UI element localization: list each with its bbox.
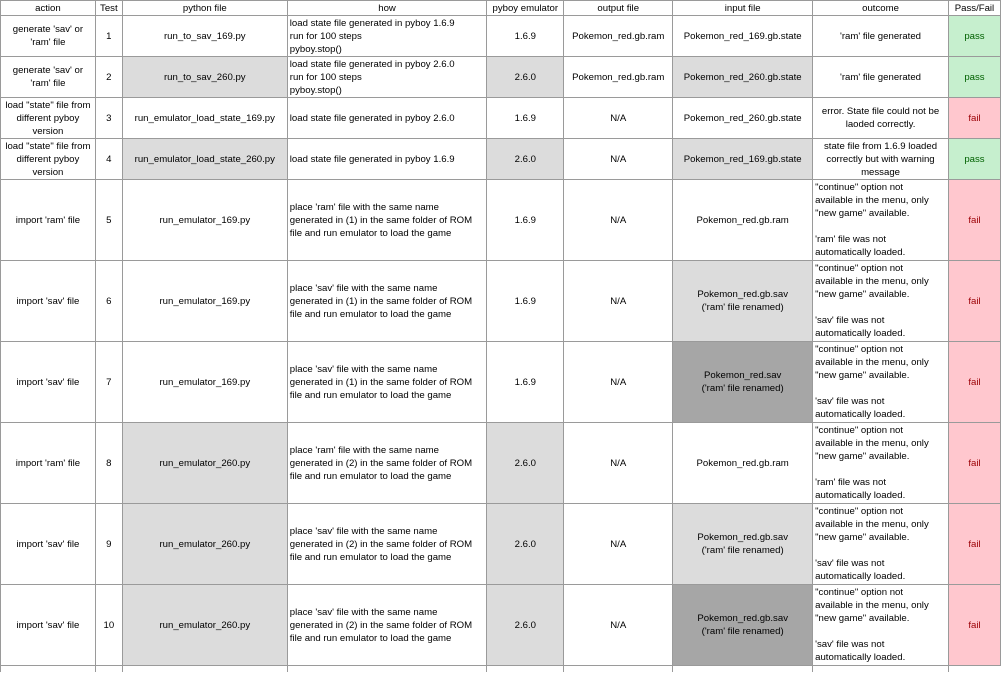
cell-pass-fail[interactable]: fail (948, 504, 1000, 585)
cell-pass-fail[interactable]: pass (948, 16, 1000, 57)
cell-how[interactable]: place 'ram' file with the same name generated in (2) in the same folder of ROM file and run emulator to load the game (287, 423, 487, 504)
cell-output-file[interactable]: N/A (564, 98, 673, 139)
empty-cell (813, 666, 949, 673)
cell-pass-fail[interactable]: pass (948, 139, 1000, 180)
cell-python-file[interactable]: run_emulator_169.py (122, 261, 287, 342)
cell-input-file[interactable]: Pokemon_red.gb.sav ('ram' file renamed) (673, 585, 813, 666)
table-row (1, 423, 1001, 504)
cell-python-file[interactable]: run_emulator_load_state_169.py (122, 98, 287, 139)
cell-how[interactable]: load state file generated in pyboy 2.6.0 run for 100 steps pyboy.stop() (287, 57, 487, 98)
cell-how[interactable]: place 'sav' file with the same name generated in (2) in the same folder of ROM file and run emulator to load the game (287, 585, 487, 666)
cell-test[interactable]: 8 (95, 423, 122, 504)
header-input-file[interactable]: input file (673, 1, 813, 16)
cell-action[interactable]: load "state" file from different pyboy version (1, 139, 96, 180)
header-test[interactable]: Test (95, 1, 122, 16)
table-row (1, 180, 1001, 261)
cell-test[interactable]: 3 (95, 98, 122, 139)
cell-action[interactable]: import 'sav' file (1, 585, 96, 666)
cell-test[interactable]: 1 (95, 16, 122, 57)
cell-input-file[interactable]: Pokemon_red.sav ('ram' file renamed) (673, 342, 813, 423)
cell-how[interactable]: load state file generated in pyboy 1.6.9 (287, 139, 487, 180)
cell-pass-fail[interactable]: fail (948, 585, 1000, 666)
cell-output-file[interactable]: Pokemon_red.gb.ram (564, 16, 673, 57)
cell-emulator[interactable]: 1.6.9 (487, 261, 564, 342)
cell-how[interactable]: place 'sav' file with the same name generated in (1) in the same folder of ROM file and run emulator to load the game (287, 342, 487, 423)
cell-input-file[interactable]: Pokemon_red_169.gb.state (673, 139, 813, 180)
cell-python-file[interactable]: run_emulator_169.py (122, 342, 287, 423)
table-row (1, 139, 1001, 180)
table-row (1, 98, 1001, 139)
cell-outcome[interactable]: "continue" option not available in the menu, only "new game" available. 'sav' file was not automatically loaded. (813, 261, 949, 342)
cell-python-file[interactable]: run_to_sav_169.py (122, 16, 287, 57)
cell-emulator[interactable]: 2.6.0 (487, 139, 564, 180)
empty-cell (948, 666, 1000, 673)
empty-cell (487, 666, 564, 673)
cell-how[interactable]: load state file generated in pyboy 2.6.0 (287, 98, 487, 139)
cell-outcome[interactable]: "continue" option not available in the menu, only "new game" available. 'sav' file was not automatically loaded. (813, 504, 949, 585)
cell-output-file[interactable]: N/A (564, 585, 673, 666)
cell-how[interactable]: place 'sav' file with the same name generated in (1) in the same folder of ROM file and run emulator to load the game (287, 261, 487, 342)
cell-emulator[interactable]: 2.6.0 (487, 504, 564, 585)
table-row-empty (1, 666, 1001, 673)
cell-outcome[interactable]: error. State file could not be laoded correctly. (813, 98, 949, 139)
cell-emulator[interactable]: 1.6.9 (487, 98, 564, 139)
cell-output-file[interactable]: N/A (564, 342, 673, 423)
cell-test[interactable]: 5 (95, 180, 122, 261)
empty-cell (1, 666, 96, 673)
cell-pass-fail[interactable]: fail (948, 342, 1000, 423)
cell-test[interactable]: 4 (95, 139, 122, 180)
cell-emulator[interactable]: 2.6.0 (487, 57, 564, 98)
cell-input-file[interactable]: Pokemon_red.gb.sav ('ram' file renamed) (673, 504, 813, 585)
cell-outcome[interactable]: 'ram' file generated (813, 57, 949, 98)
cell-outcome[interactable]: "continue" option not available in the menu, only "new game" available. 'sav' file was not automatically loaded. (813, 342, 949, 423)
empty-cell (122, 666, 287, 673)
table-row (1, 261, 1001, 342)
cell-python-file[interactable]: run_emulator_260.py (122, 585, 287, 666)
cell-action[interactable]: import 'sav' file (1, 342, 96, 423)
table-row (1, 342, 1001, 423)
cell-python-file[interactable]: run_emulator_load_state_260.py (122, 139, 287, 180)
cell-emulator[interactable]: 1.6.9 (487, 16, 564, 57)
cell-test[interactable]: 9 (95, 504, 122, 585)
cell-test[interactable]: 6 (95, 261, 122, 342)
cell-output-file[interactable]: N/A (564, 180, 673, 261)
cell-test[interactable]: 7 (95, 342, 122, 423)
cell-outcome[interactable]: "continue" option not available in the menu, only "new game" available. 'sav' file was not automatically loaded. (813, 585, 949, 666)
header-pass-fail[interactable]: Pass/Fail (948, 1, 1000, 16)
cell-how[interactable]: place 'sav' file with the same name generated in (2) in the same folder of ROM file and run emulator to load the game (287, 504, 487, 585)
cell-action[interactable]: generate 'sav' or 'ram' file (1, 16, 96, 57)
cell-emulator[interactable]: 2.6.0 (487, 423, 564, 504)
header-row (1, 1, 1001, 16)
cell-output-file[interactable]: N/A (564, 139, 673, 180)
cell-outcome[interactable]: "continue" option not available in the menu, only "new game" available. 'ram' file was not automatically loaded. (813, 423, 949, 504)
header-action[interactable]: action (1, 1, 96, 16)
cell-output-file[interactable]: Pokemon_red.gb.ram (564, 57, 673, 98)
table-row (1, 585, 1001, 666)
cell-input-file[interactable]: Pokemon_red_169.gb.state (673, 16, 813, 57)
cell-python-file[interactable]: run_emulator_169.py (122, 180, 287, 261)
cell-python-file[interactable]: run_emulator_260.py (122, 504, 287, 585)
cell-action[interactable]: import 'ram' file (1, 423, 96, 504)
cell-pass-fail[interactable]: fail (948, 423, 1000, 504)
cell-test[interactable]: 10 (95, 585, 122, 666)
cell-input-file[interactable]: Pokemon_red.gb.ram (673, 180, 813, 261)
cell-action[interactable]: generate 'sav' or 'ram' file (1, 57, 96, 98)
cell-action[interactable]: import 'ram' file (1, 180, 96, 261)
cell-test[interactable]: 2 (95, 57, 122, 98)
header-python-file[interactable]: python file (122, 1, 287, 16)
cell-action[interactable]: load "state" file from different pyboy version (1, 98, 96, 139)
header-output-file[interactable]: output file (564, 1, 673, 16)
cell-emulator[interactable]: 1.6.9 (487, 180, 564, 261)
cell-output-file[interactable]: N/A (564, 261, 673, 342)
cell-pass-fail[interactable]: pass (948, 57, 1000, 98)
cell-python-file[interactable]: run_emulator_260.py (122, 423, 287, 504)
empty-cell (287, 666, 487, 673)
cell-emulator[interactable]: 1.6.9 (487, 342, 564, 423)
cell-outcome[interactable]: state file from 1.6.9 loaded correctly but with warning message (813, 139, 949, 180)
cell-outcome[interactable]: 'ram' file generated (813, 16, 949, 57)
cell-how[interactable]: place 'ram' file with the same name generated in (1) in the same folder of ROM file and run emulator to load the game (287, 180, 487, 261)
header-outcome[interactable]: outcome (813, 1, 949, 16)
cell-input-file[interactable]: Pokemon_red.gb.ram (673, 423, 813, 504)
cell-pass-fail[interactable]: fail (948, 98, 1000, 139)
cell-input-file[interactable]: Pokemon_red_260.gb.state (673, 98, 813, 139)
cell-input-file[interactable]: Pokemon_red.gb.sav ('ram' file renamed) (673, 261, 813, 342)
cell-input-file[interactable]: Pokemon_red_260.gb.state (673, 57, 813, 98)
empty-cell (673, 666, 813, 673)
table-row (1, 504, 1001, 585)
cell-pass-fail[interactable]: fail (948, 180, 1000, 261)
cell-pass-fail[interactable]: fail (948, 261, 1000, 342)
table-row (1, 16, 1001, 57)
header-how[interactable]: how (287, 1, 487, 16)
table-row (1, 57, 1001, 98)
empty-cell (95, 666, 122, 673)
cell-output-file[interactable]: N/A (564, 504, 673, 585)
cell-how[interactable]: load state file generated in pyboy 1.6.9 run for 100 steps pyboy.stop() (287, 16, 487, 57)
cell-action[interactable]: import 'sav' file (1, 504, 96, 585)
header-emulator[interactable]: pyboy emulator (487, 1, 564, 16)
cell-action[interactable]: import 'sav' file (1, 261, 96, 342)
cell-output-file[interactable]: N/A (564, 423, 673, 504)
cell-outcome[interactable]: "continue" option not available in the menu, only "new game" available. 'ram' file was not automatically loaded. (813, 180, 949, 261)
cell-emulator[interactable]: 2.6.0 (487, 585, 564, 666)
cell-python-file[interactable]: run_to_sav_260.py (122, 57, 287, 98)
empty-cell (564, 666, 673, 673)
